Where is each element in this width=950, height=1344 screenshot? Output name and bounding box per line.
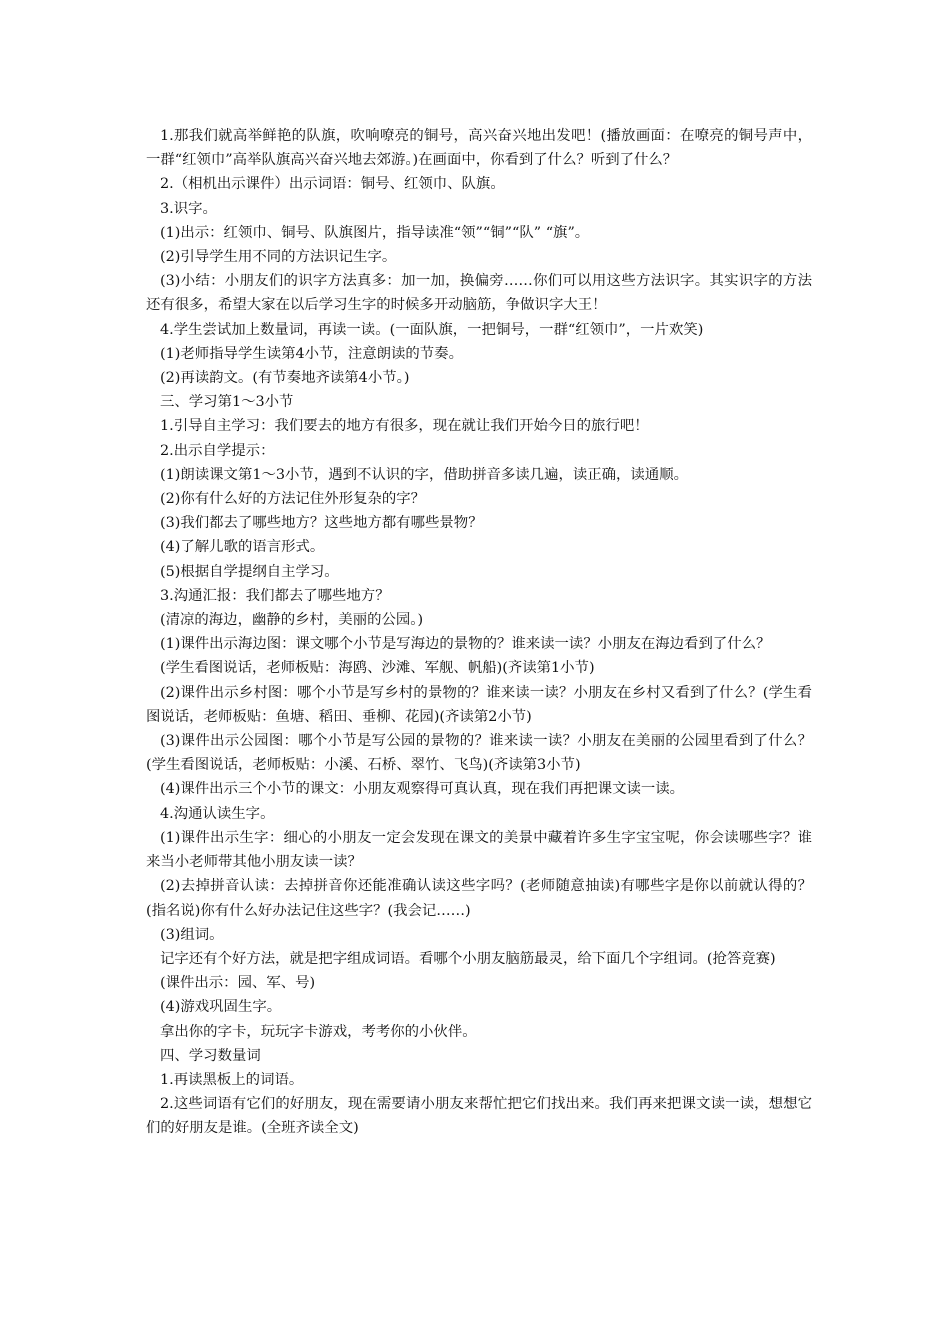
- paragraph: (课件出示：园、军、号): [160, 975, 316, 992]
- paragraph: (1)出示：红领巾、铜号、队旗图片，指导读准“领”“铜”“队” “旗”。: [160, 224, 590, 241]
- paragraph: (2)你有什么好的方法记住外形复杂的字？: [160, 491, 426, 508]
- section-heading: 四、学习数量词: [160, 1047, 261, 1064]
- paragraph: 3.沟通汇报：我们都去了哪些地方？: [160, 587, 390, 604]
- paragraph: (4)了解儿歌的语言形式。: [160, 539, 325, 556]
- paragraph: (1)朗读课文第1～3小节，遇到不认识的字，借助拼音多读几遍，读正确，读通顺。: [160, 466, 688, 483]
- paragraph: 2.（相机出示课件）出示词语：铜号、红领巾、队旗。: [160, 176, 505, 193]
- paragraph: 记字还有个好方法，就是把字组成词语。看哪个小朋友脑筋最灵，给下面几个字组词。(抢答竞赛): [160, 950, 776, 967]
- paragraph: (1)课件出示海边图：课文哪个小节是写海边的景物的？谁来读一读？小朋友在海边看到了什么？: [160, 636, 771, 653]
- paragraph: (1)老师指导学生读第4小节，注意朗读的节奏。: [160, 345, 463, 362]
- paragraph: (清凉的海边，幽静的乡村，美丽的公园。): [160, 612, 424, 629]
- paragraph: (4)课件出示三个小节的课文：小朋友观察得可真认真，现在我们再把课文读一读。: [160, 781, 685, 798]
- paragraph: 1.再读黑板上的词语。: [160, 1071, 304, 1088]
- document-body: [146, 124, 812, 1141]
- section-heading: 三、学习第1～3小节: [160, 394, 294, 411]
- paragraph: (3)我们都去了哪些地方？这些地方都有哪些景物？: [160, 515, 483, 532]
- paragraph: (2)引导学生用不同的方法识记生字。: [160, 249, 397, 266]
- paragraph: (3)组词。: [160, 926, 224, 943]
- paragraph: (学生看图说话，老师板贴：海鸥、沙滩、军舰、帆船)(齐读第1小节): [160, 660, 595, 677]
- paragraph: (2)课件出示乡村图：哪个小节是写乡村的景物的？谁来读一读？小朋友在乡村又看到了什么？(学生看图说话，老师板贴：鱼塘、稻田、垂柳、花园)(齐读第2小节): [146, 684, 812, 725]
- paragraph: (2)去掉拼音认读：去掉拼音你还能准确认读这些字吗？(老师随意抽读)有哪些字是你以前就认得的？(指名说)你有什么好办法记住这些字？(我会记……): [146, 878, 812, 919]
- paragraph: (3)小结：小朋友们的识字方法真多：加一加，换偏旁……你们可以用这些方法识字。其实识字的方法还有很多，希望大家在以后学习生字的时候多开动脑筋，争做识字大王！: [146, 273, 812, 314]
- paragraph: (5)根据自学提纲自主学习。: [160, 563, 339, 580]
- paragraph: (1)课件出示生字：细心的小朋友一定会发现在课文的美景中藏着许多生字宝宝呢，你会读哪些字？谁来当小老师带其他小朋友读一读？: [146, 829, 812, 871]
- paragraph: (3)课件出示公园图：哪个小节是写公园的景物的？谁来读一读？小朋友在美丽的公园里看到了什么？(学生看图说话，老师板贴：小溪、石桥、翠竹、飞鸟)(齐读第3小节): [146, 733, 812, 774]
- paragraph: (2)再读韵文。(有节奏地齐读第4小节。): [160, 370, 410, 387]
- paragraph: 1.那我们就高举鲜艳的队旗，吹响嘹亮的铜号，高兴奋兴地出发吧！(播放画面：在嘹亮的铜号声中，一群“红领巾”高举队旗高兴奋兴地去郊游。)在画面中，你看到了什么？听到了什么？: [146, 128, 812, 169]
- paragraph: 1.引导自主学习：我们要去的地方有很多，现在就让我们开始今日的旅行吧！: [160, 418, 649, 435]
- paragraph: (4)游戏巩固生字。: [160, 999, 282, 1016]
- paragraph: 3.识字。: [160, 200, 217, 217]
- paragraph: 2.出示自学提示：: [160, 442, 275, 459]
- paragraph: 4.沟通认读生字。: [160, 805, 275, 822]
- paragraph: 2.这些词语有它们的好朋友，现在需要请小朋友来帮忙把它们找出来。我们再来把课文读一读，想想它们的好朋友是谁。(全班齐读全文): [146, 1096, 812, 1137]
- paragraph: 拿出你的字卡，玩玩字卡游戏，考考你的小伙伴。: [160, 1023, 477, 1040]
- paragraph: 4.学生尝试加上数量词，再读一读。(一面队旗，一把铜号，一群“红领巾”，一片欢笑): [160, 321, 704, 338]
